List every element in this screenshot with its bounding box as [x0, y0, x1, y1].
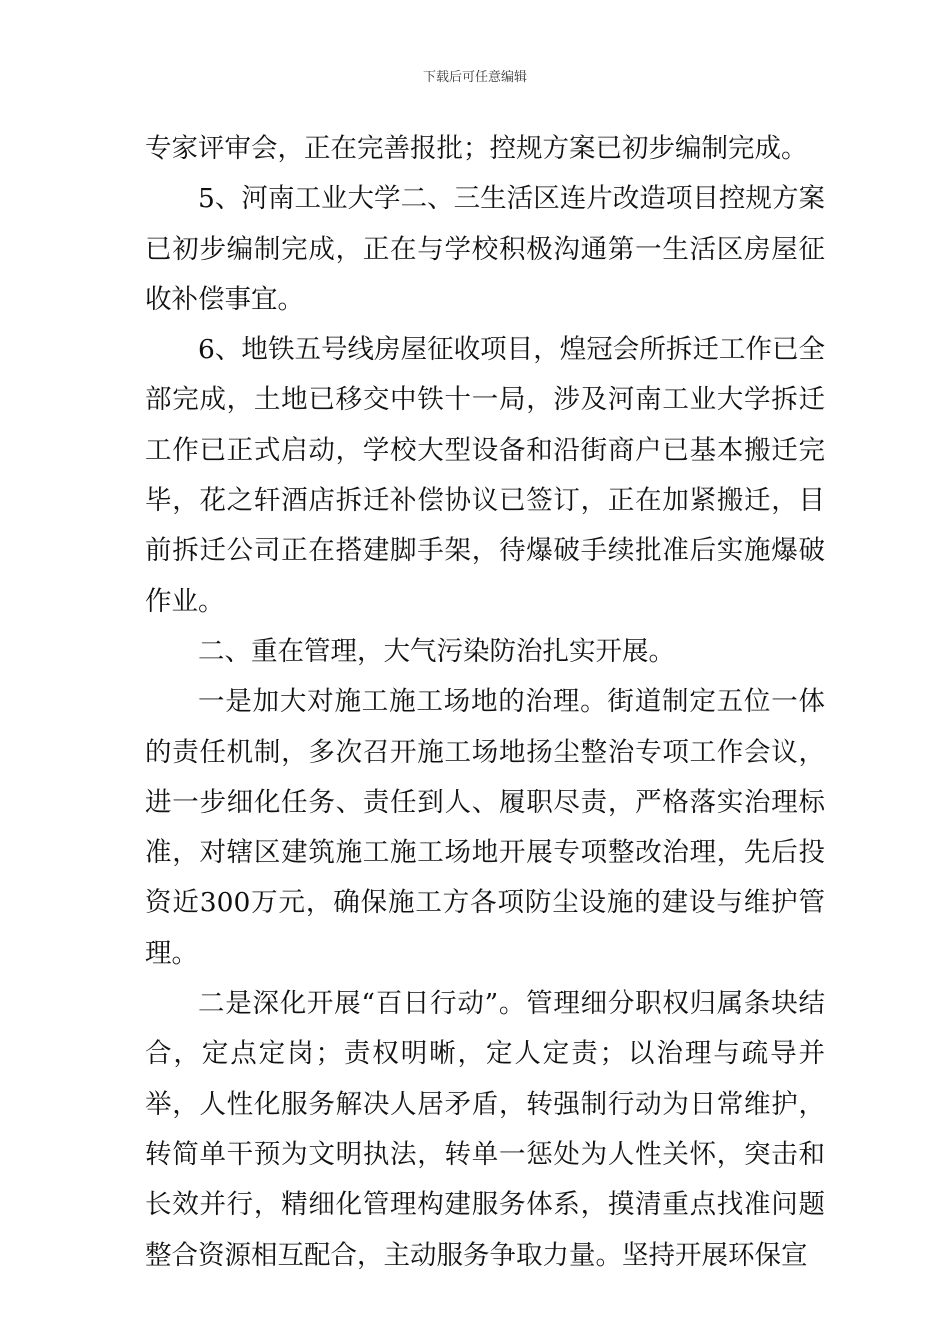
paragraph-item-6: 6、地铁五号线房屋征收项目，煌冠会所拆迁工作已全部完成，土地已移交中铁十一局，涉及河南工业大学拆迁工作已正式启动，学校大型设备和沿街商户已基本搬迁完毕，花之轩酒店拆迁补偿协议已签订，正在加紧搬迁，目前拆迁公司正在搭建脚手架，待爆破手续批准后实施爆破作业。	[145, 334, 825, 617]
page-header: 下载后可任意编辑	[422, 70, 527, 85]
paragraph-hundred-day-action: 二是深化开展“百日行动”。管理细分职权归属条块结合，定点定岗；责权明晰，定人定责；以治理与疏导并举，人性化服务解决人居矛盾，转强制行动为日常维护，转简单干预为文明执法，转单一惩处为人性关怀，突击和长效并行，精细化管理构建服务体系，摸清重点找准问题整合资源相互配合，主动服务争取力量。坚持开展环保宣	[145, 988, 825, 1271]
document-body	[145, 124, 825, 1281]
section-heading-2: 二、重在管理，大气污染防治扎实开展。	[198, 635, 675, 667]
paragraph-continuation: 专家评审会，正在完善报批；控规方案已初步编制完成。	[145, 133, 808, 164]
paragraph-construction-site: 一是加大对施工施工场地的治理。街道制定五位一体的责任机制，多次召开施工场地扬尘整治专项工作会议，进一步细化任务、责任到人、履职尽责，严格落实治理标准，对辖区建筑施工施工场地开展专项整改治理，先后投资近300万元，确保施工方各项防尘设施的建设与维护管理。	[145, 686, 825, 969]
paragraph-item-5: 5、河南工业大学二、三生活区连片改造项目控规方案已初步编制完成，正在与学校积极沟通第一生活区房屋征收补偿事宜。	[145, 183, 825, 315]
